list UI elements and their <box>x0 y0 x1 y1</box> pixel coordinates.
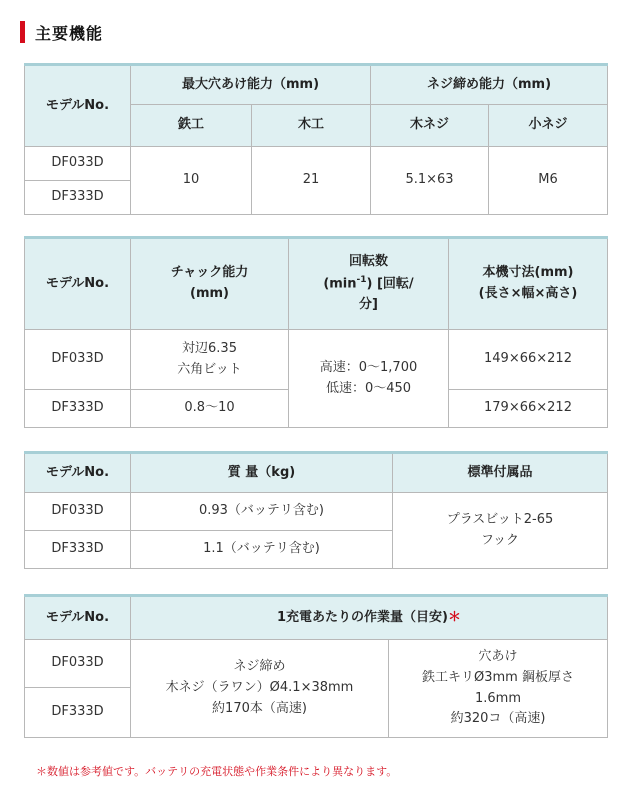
chuck-header-line1: チャック能力 <box>170 265 249 281</box>
chuck-header-line2: (mm) <box>190 286 229 301</box>
accessory-value <box>393 493 608 569</box>
dimensions-header-line2: (長さ×幅×高さ) <box>478 286 578 301</box>
work-per-charge-table <box>24 594 608 738</box>
chuck-value: 0.8～10 <box>131 390 289 428</box>
model-cell: DF333D <box>25 688 131 738</box>
model-cell: DF033D <box>25 147 131 181</box>
model-header: モデルNo. <box>25 238 131 330</box>
iron-header: 鉄工 <box>131 105 252 147</box>
dimensions-value: 179×66×212 <box>449 390 608 428</box>
chuck-rpm-size-table <box>24 236 608 428</box>
dimensions-header-line1: 本機寸法(mm) <box>482 265 574 281</box>
model-cell: DF033D <box>25 640 131 688</box>
iron-value: 10 <box>131 147 252 215</box>
model-cell: DF333D <box>25 390 131 428</box>
wood-screw-header: 木ネジ <box>371 105 489 147</box>
drill-work-value <box>389 640 608 738</box>
model-cell: DF333D <box>25 181 131 215</box>
drill-work-line3: 1.6mm <box>475 690 522 706</box>
work-header-text: 1充電あたりの作業量（目安) <box>277 609 448 625</box>
section-title <box>20 20 103 44</box>
rpm-header-line1: 回転数 <box>348 254 388 270</box>
rpm-low: 低速：0～450 <box>325 380 412 396</box>
rpm-header-sup: -1 <box>356 274 367 285</box>
screw-work-value <box>131 640 389 738</box>
rpm-header-line3: 分] <box>359 297 378 313</box>
title-accent-bar <box>20 21 25 43</box>
drill-capacity-table <box>24 63 608 215</box>
weight-value: 1.1（バッテリ含む) <box>131 531 393 569</box>
rpm-header-unit-rest: ) [回転/ <box>366 276 414 292</box>
model-cell: DF033D <box>25 493 131 531</box>
wood-header: 木工 <box>252 105 371 147</box>
rpm-header-line2 <box>289 273 448 295</box>
footnote-star: ＊ <box>448 609 462 625</box>
work-per-charge-header <box>131 596 608 640</box>
chuck-value-line2: 六角ビット <box>177 361 242 377</box>
model-header: モデルNo. <box>25 596 131 640</box>
drill-work-line2: 鉄工キリØ3mm 鋼板厚さ <box>422 669 574 685</box>
dimensions-header <box>449 238 608 330</box>
rpm-header-unit: (min <box>323 276 357 292</box>
model-cell: DF033D <box>25 330 131 390</box>
dimensions-value: 149×66×212 <box>449 330 608 390</box>
model-cell: DF333D <box>25 531 131 569</box>
screw-capacity-header: ネジ締め能力（mm) <box>371 65 608 105</box>
screw-work-line2: 木ネジ（ラワン）Ø4.1×38mm <box>165 680 354 696</box>
chuck-value-line1: 対辺6.35 <box>182 340 237 356</box>
machine-screw-header: 小ネジ <box>489 105 608 147</box>
screw-work-line1: ネジ締め <box>233 659 286 675</box>
wood-value: 21 <box>252 147 371 215</box>
accessory-line1: プラスビット2-65 <box>446 511 554 527</box>
chuck-capacity-header <box>131 238 289 330</box>
machine-screw-value: M6 <box>489 147 608 215</box>
section-title-text: 主要機能 <box>35 23 104 43</box>
weight-accessory-table <box>24 451 608 569</box>
drill-capacity-header: 最大穴あけ能力（mm) <box>131 65 371 105</box>
wood-screw-value: 5.1×63 <box>371 147 489 215</box>
footnote: ＊数値は参考値です。バッテリの充電状態や作業条件により異なります。 <box>36 765 398 778</box>
accessory-header: 標準付属品 <box>393 453 608 493</box>
model-header: モデルNo. <box>25 453 131 493</box>
rpm-high: 高速：0～1,700 <box>319 359 418 375</box>
screw-work-line3: 約170本（高速) <box>212 700 307 716</box>
weight-header: 質 量（kg) <box>131 453 393 493</box>
drill-work-line4: 約320コ（高速) <box>450 711 546 727</box>
drill-work-line1: 穴あけ <box>478 648 518 664</box>
chuck-value <box>131 330 289 390</box>
rpm-header <box>289 238 449 330</box>
rpm-value <box>289 330 449 428</box>
accessory-line2: フック <box>480 532 520 548</box>
weight-value: 0.93（バッテリ含む) <box>131 493 393 531</box>
model-header: モデルNo. <box>25 65 131 147</box>
